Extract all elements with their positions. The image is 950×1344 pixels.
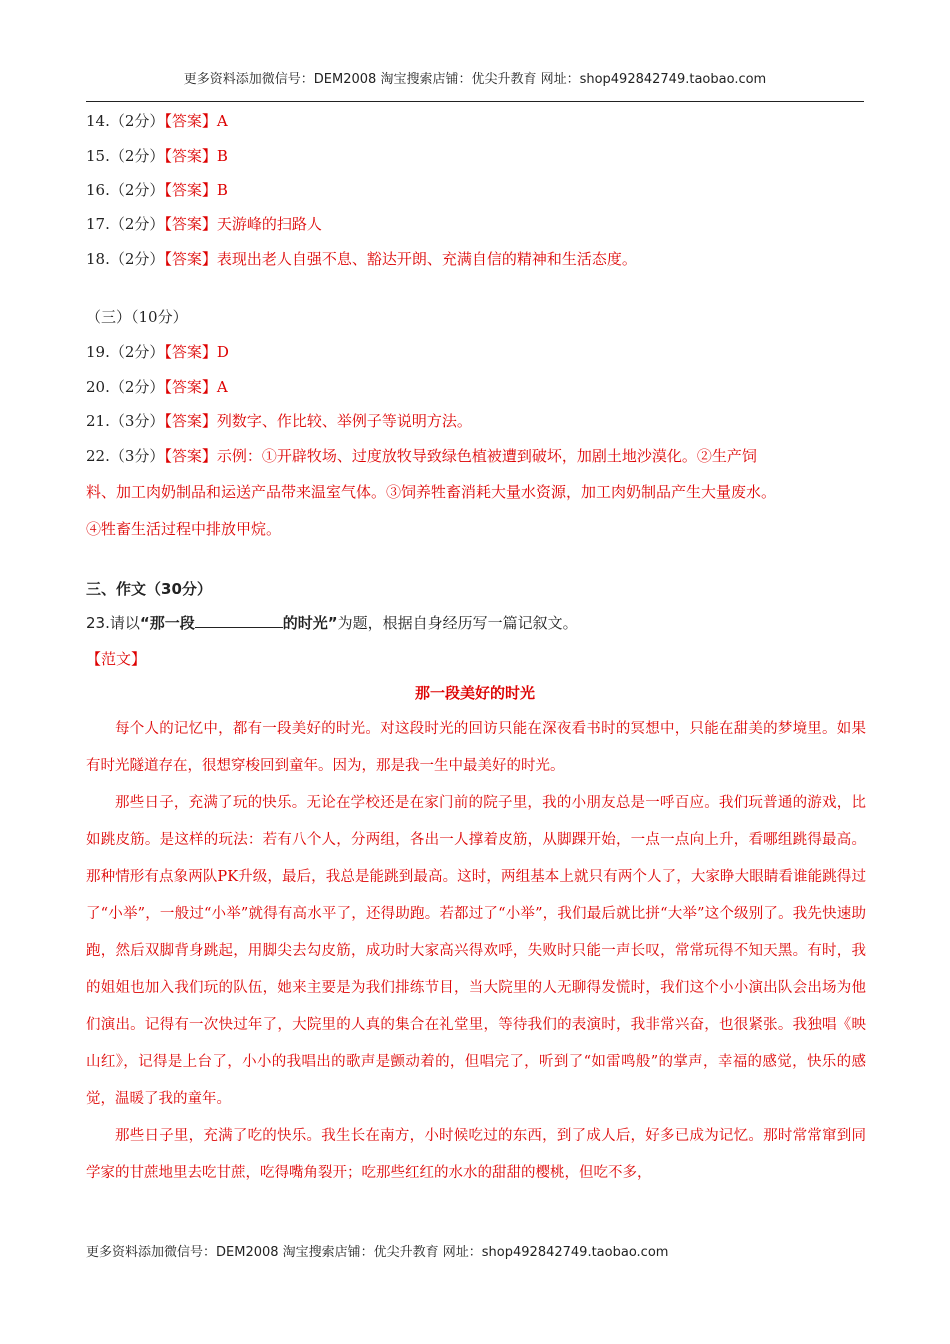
answer-20 — [86, 376, 228, 397]
header-rule — [86, 101, 864, 102]
answer-value: A — [216, 112, 228, 130]
answer-tag: 【答案】 — [164, 343, 217, 361]
prompt-prefix: 23.请以 — [86, 614, 140, 632]
answer-15 — [86, 145, 228, 166]
question-number: 15. — [86, 147, 110, 165]
composition-prompt — [86, 612, 578, 633]
answer-tag: 【答案】 — [164, 147, 217, 165]
answer-tag: 【答案】 — [164, 112, 217, 130]
answer-22-line-3: ④牲畜生活过程中排放甲烷。 — [86, 520, 282, 538]
answer-18 — [86, 248, 637, 269]
prompt-title-close: 的时光” — [282, 614, 338, 632]
answer-value: D — [216, 343, 229, 361]
essay-paragraph: 那些日子里，充满了吃的快乐。我生长在南方，小时候吃过的东西，到了成人后，好多已成为记忆。那时常常窜到同学家的甘蔗地里去吃甘蔗，吃得嘴角裂开；吃那些红红的水水的甜甜的樱桃，但吃不多， — [86, 1128, 866, 1181]
question-score: （2分） — [109, 215, 165, 233]
page-header: 更多资料添加微信号：DEM2008 淘宝搜索店铺：优尖升教育 网址：shop492842749.taobao.com — [183, 72, 767, 87]
essay-paragraph: 那些日子，充满了玩的快乐。无论在学校还是在家门前的院子里，我的小朋友总是一呼百应。我们玩普通的游戏，比如跳皮筋。是这样的玩法：若有八个人，分两组，各出一人撑着皮筋，从脚踝开始，一点一点向上升，看哪组跳得最高。那种情形有点象两队PK升级，最后，我总是能跳到最高。这时，两组基本上就只有两个人了，大家睁大眼睛看谁能跳得过了“小举”，一般过“小举”就得有高水平了，还得助跑。若都过了“小举”，我们最后就比拼“大举”这个级别了。我先快速助跑，然后双脚背身跳起，用脚尖去勾皮筋，成功时大家高兴得欢呼，失败时只能一声长叹，常常玩得不知天黑。有时，我的姐姐也加入我们玩的队伍，她来主要是为我们排练节目，当大院里的人无聊得发慌时，我们这个小小演出队会出场为他们演出。记得有一次快过年了，大院里的人真的集合在礼堂里，等待我们的表演时，我非常兴奋，也很紧张。我独唱《映山红》，记得是上台了，小小的我唱出的歌声是颤动着的，但唱完了，听到了“如雷鸣般”的掌声，幸福的感觉，快乐的感觉，温暖了我的童年。 — [86, 795, 866, 1107]
answer-tag: 【答案】 — [164, 215, 217, 233]
answer-16 — [86, 179, 228, 200]
essay-title: 那一段美好的时光 — [414, 684, 535, 702]
question-score: （3分） — [109, 412, 165, 430]
answer-22 — [86, 445, 757, 466]
answer-value: B — [216, 181, 228, 199]
prompt-suffix: 为题，根据自身经历写一篇记叙文。 — [337, 614, 578, 632]
question-number: 21. — [86, 412, 110, 430]
answer-21 — [86, 410, 472, 431]
question-score: （2分） — [109, 112, 165, 130]
question-number: 20. — [86, 378, 110, 396]
answer-value: 列数字、作比较、举例子等说明方法。 — [216, 412, 472, 430]
question-score: （2分） — [109, 181, 165, 199]
answer-22-line-2: 料、加工肉奶制品和运送产品带来温室气体。③饲养牲畜消耗大量水资源，加工肉奶制品产生大量废水。 — [86, 483, 777, 501]
answer-19 — [86, 341, 229, 362]
answer-value: B — [216, 147, 228, 165]
question-number: 14. — [86, 112, 110, 130]
answer-value-line-1: 示例：①开辟牧场、过度放牧导致绿色植被遭到破坏，加剧土地沙漠化。②生产饲 — [216, 447, 757, 465]
question-score: （2分） — [109, 250, 165, 268]
question-score: （2分） — [109, 343, 165, 361]
question-number: 17. — [86, 215, 110, 233]
answer-value: 表现出老人自强不息、豁达开朗、充满自信的精神和生活态度。 — [216, 250, 637, 268]
answer-17 — [86, 213, 322, 234]
prompt-blank — [195, 613, 283, 628]
question-score: （3分） — [109, 447, 165, 465]
answer-14 — [86, 110, 228, 131]
composition-heading: 三、作文（30分） — [86, 580, 212, 598]
answer-tag: 【答案】 — [164, 181, 217, 199]
answer-tag: 【答案】 — [164, 447, 217, 465]
prompt-title-open: “那一段 — [139, 614, 195, 632]
answer-tag: 【答案】 — [164, 250, 217, 268]
answer-tag: 【答案】 — [164, 378, 217, 396]
answer-tag: 【答案】 — [164, 412, 217, 430]
essay-body — [86, 711, 866, 1192]
question-number: 16. — [86, 181, 110, 199]
question-number: 19. — [86, 343, 110, 361]
question-number: 22. — [86, 447, 110, 465]
model-essay-label: 【范文】 — [86, 650, 147, 668]
question-number: 18. — [86, 250, 110, 268]
answer-value: A — [216, 378, 228, 396]
section-3-label: （三）（10分） — [86, 308, 188, 326]
question-score: （2分） — [109, 147, 165, 165]
question-score: （2分） — [109, 378, 165, 396]
answer-value: 天游峰的扫路人 — [216, 215, 322, 233]
essay-paragraph: 每个人的记忆中，都有一段美好的时光。对这段时光的回访只能在深夜看书时的冥想中，只能在甜美的梦境里。如果有时光隧道存在，很想穿梭回到童年。因为，那是我一生中最美好的时光。 — [86, 721, 866, 774]
page-footer: 更多资料添加微信号：DEM2008 淘宝搜索店铺：优尖升教育 网址：shop492842749.taobao.com — [86, 1245, 669, 1260]
